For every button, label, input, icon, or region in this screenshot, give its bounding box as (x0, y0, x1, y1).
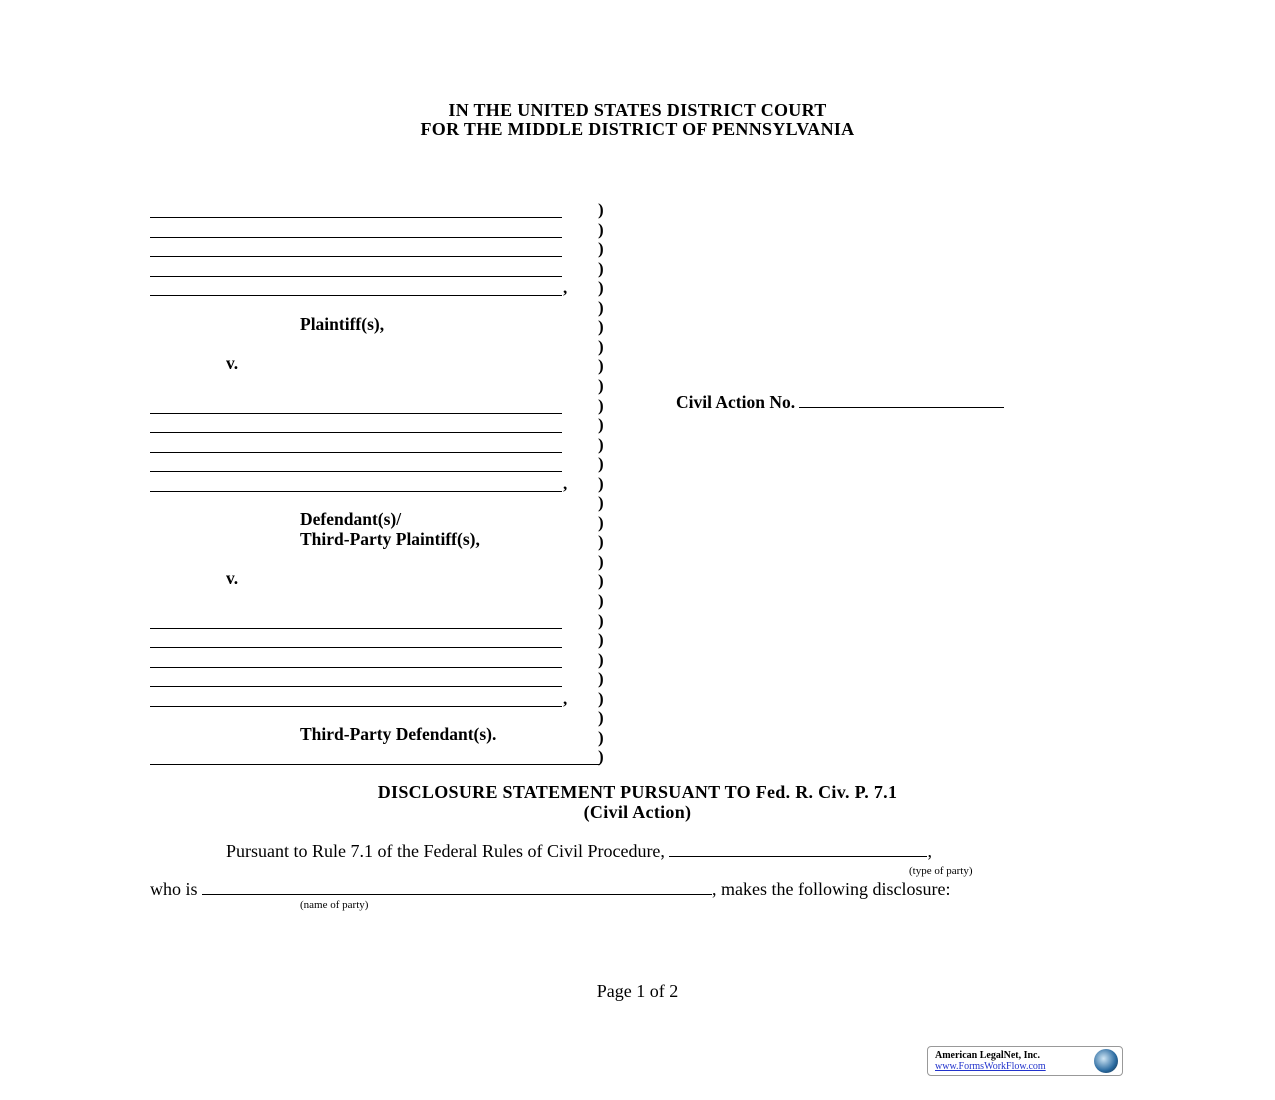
caption-parenthesis: ) (598, 551, 604, 571)
caption-parenthesis: ) (598, 649, 604, 669)
party-name-line[interactable] (150, 647, 562, 648)
caption-parenthesis: ) (598, 532, 604, 552)
type-of-party-hint: (type of party) (909, 865, 973, 877)
caption-parenthesis: ) (598, 434, 604, 454)
caption-parenthesis: ) (598, 356, 604, 376)
caption-parenthesis: ) (598, 336, 604, 356)
third-party-defendants-label: Third-Party Defendant(s). (300, 724, 497, 744)
party-name-line[interactable] (150, 706, 562, 707)
party-name-line[interactable] (150, 452, 562, 453)
plaintiffs-label: Plaintiff(s), (300, 314, 385, 334)
party-name-line[interactable] (150, 276, 562, 277)
comma: , (563, 688, 568, 708)
caption-parenthesis: ) (598, 415, 604, 435)
logo-url[interactable]: www.FormsWorkFlow.com (935, 1061, 1046, 1072)
caption-parenthesis: ) (598, 258, 604, 278)
caption-parenthesis: ) (598, 493, 604, 513)
document-title: DISCLOSURE STATEMENT PURSUANT TO Fed. R. Civ. P. 7.1 (377, 782, 898, 802)
disclosure-line-1 (226, 841, 932, 862)
court-name: IN THE UNITED STATES DISTRICT COURT (448, 100, 827, 120)
caption-parenthesis: ) (598, 591, 604, 610)
caption-parenthesis: ) (598, 630, 604, 650)
party-name-line[interactable] (150, 471, 562, 472)
caption-parenthesis: ) (598, 200, 604, 219)
party-name-line[interactable] (150, 667, 562, 668)
party-name-line[interactable] (150, 217, 562, 218)
civil-action-number-field[interactable] (799, 393, 1004, 408)
caption-parenthesis: ) (598, 708, 604, 728)
party-name-line[interactable] (150, 256, 562, 257)
caption-parenthesis: ) (598, 571, 604, 591)
caption-parenthesis: ) (598, 747, 604, 767)
name-of-party-hint: (name of party) (300, 899, 369, 911)
caption-parenthesis: ) (598, 512, 604, 532)
caption-parenthesis: ) (598, 278, 604, 298)
civil-action-label: Civil Action No. (676, 392, 796, 412)
type-of-party-field[interactable] (669, 842, 927, 857)
caption-parenthesis: ) (598, 239, 604, 259)
american-legalnet-logo[interactable] (927, 1046, 1123, 1076)
versus-label: v. (226, 568, 239, 588)
caption-parenthesis: ) (598, 317, 604, 337)
district-name: FOR THE MIDDLE DISTRICT OF PENNSYLVANIA (420, 119, 855, 139)
party-name-line[interactable] (150, 628, 562, 629)
caption-parenthesis: ) (598, 669, 604, 689)
caption-parenthesis: ) (598, 727, 604, 747)
page-number: Page 1 of 2 (596, 981, 679, 1001)
party-name-line[interactable] (150, 413, 562, 414)
third-party-plaintiffs-label: Third-Party Plaintiff(s), (300, 529, 480, 549)
civil-action-number (676, 392, 1004, 413)
comma: , (563, 473, 568, 493)
comma: , (927, 841, 932, 861)
caption-parenthesis: ) (598, 375, 604, 395)
disclosure-intro-text: Pursuant to Rule 7.1 of the Federal Rules of Civil Procedure, (226, 841, 665, 861)
name-of-party-field[interactable] (202, 880, 712, 895)
document-subtitle: (Civil Action) (583, 802, 692, 822)
logo-company: American LegalNet, Inc. (935, 1050, 1040, 1061)
party-name-line[interactable] (150, 237, 562, 238)
caption-closing-line (150, 764, 600, 765)
caption-parenthesis: ) (598, 473, 604, 493)
party-name-line[interactable] (150, 295, 562, 296)
party-name-line[interactable] (150, 432, 562, 433)
caption-parenthesis: ) (598, 219, 604, 239)
who-is-text: who is (150, 879, 198, 899)
makes-disclosure-text: , makes the following disclosure: (712, 879, 951, 899)
caption-parenthesis: ) (598, 297, 604, 317)
versus-label: v. (226, 353, 239, 373)
caption-parenthesis: ) (598, 395, 604, 415)
caption-parenthesis: ) (598, 610, 604, 630)
party-name-line[interactable] (150, 491, 562, 492)
caption-parenthesis: ) (598, 454, 604, 474)
caption-parenthesis: ) (598, 688, 604, 708)
defendants-label: Defendant(s)/ (300, 509, 402, 529)
globe-icon (1094, 1049, 1118, 1073)
comma: , (563, 278, 568, 298)
party-name-line[interactable] (150, 686, 562, 687)
disclosure-line-2 (150, 879, 950, 900)
